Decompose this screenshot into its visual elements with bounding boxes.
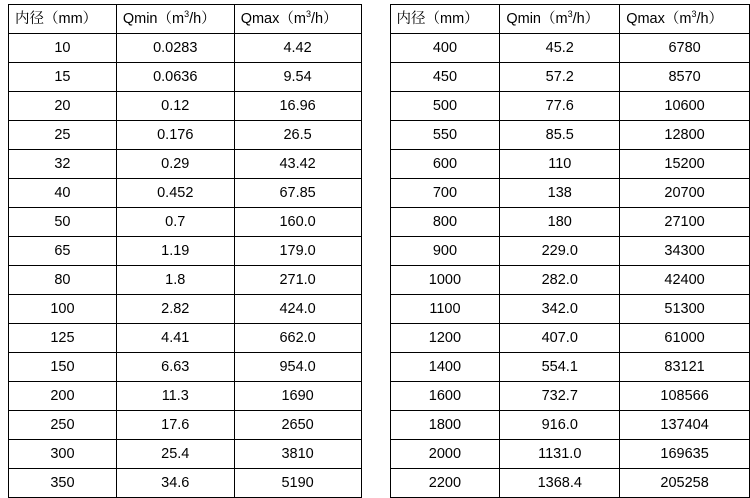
- table-row: [390, 121, 750, 150]
- cell-qmax: 424.0: [234, 295, 361, 324]
- table-row: [9, 208, 362, 237]
- column-header-qmin: $Qmin(m^3/h)$: [500, 5, 620, 34]
- cell-qmin: 6.63: [116, 353, 234, 382]
- cell-inner-diameter: 50: [9, 208, 117, 237]
- table-row: [390, 208, 750, 237]
- cell-qmax: 662.0: [234, 324, 361, 353]
- cell-inner-diameter: 1800: [390, 411, 500, 440]
- cell-qmin: 180: [500, 208, 620, 237]
- cell-inner-diameter: 2000: [390, 440, 500, 469]
- cell-qmax: 179.0: [234, 237, 361, 266]
- cell-qmax: 20700: [620, 179, 750, 208]
- cell-inner-diameter: 40: [9, 179, 117, 208]
- table-row: [390, 92, 750, 121]
- cell-qmin: 282.0: [500, 266, 620, 295]
- cell-qmin: 0.0636: [116, 63, 234, 92]
- cell-qmax: 2650: [234, 411, 361, 440]
- cell-inner-diameter: 80: [9, 266, 117, 295]
- cell-qmin: 1.8: [116, 266, 234, 295]
- table-row: [390, 324, 750, 353]
- cell-qmin: 1.19: [116, 237, 234, 266]
- table-row: [390, 63, 750, 92]
- cell-inner-diameter: 100: [9, 295, 117, 324]
- table-row: [9, 92, 362, 121]
- table-row: [390, 150, 750, 179]
- cell-qmax: 6780: [620, 34, 750, 63]
- cell-inner-diameter: 900: [390, 237, 500, 266]
- cell-inner-diameter: 125: [9, 324, 117, 353]
- cell-qmax: 67.85: [234, 179, 361, 208]
- cell-qmax: 43.42: [234, 150, 361, 179]
- column-header-qmin: $Qmin(m^3/h)$: [116, 5, 234, 34]
- table-row: [390, 295, 750, 324]
- cell-qmin: 57.2: [500, 63, 620, 92]
- cell-qmax: 954.0: [234, 353, 361, 382]
- cell-qmin: 732.7: [500, 382, 620, 411]
- cell-qmin: 342.0: [500, 295, 620, 324]
- cell-qmin: 77.6: [500, 92, 620, 121]
- cell-qmin: 34.6: [116, 469, 234, 498]
- table-row: [390, 440, 750, 469]
- cell-inner-diameter: 1000: [390, 266, 500, 295]
- cell-qmax: 1690: [234, 382, 361, 411]
- table-row: [9, 179, 362, 208]
- cell-qmin: 0.7: [116, 208, 234, 237]
- cell-qmin: 0.12: [116, 92, 234, 121]
- table-row: [390, 237, 750, 266]
- cell-qmin: 916.0: [500, 411, 620, 440]
- cell-qmax: 15200: [620, 150, 750, 179]
- cell-inner-diameter: 1200: [390, 324, 500, 353]
- cell-inner-diameter: 200: [9, 382, 117, 411]
- column-header-qmax: $Qmax(m^3/h)$: [620, 5, 750, 34]
- cell-qmin: 85.5: [500, 121, 620, 150]
- cell-inner-diameter: 1600: [390, 382, 500, 411]
- table-row: [9, 469, 362, 498]
- table-row: [9, 353, 362, 382]
- cell-qmin: 229.0: [500, 237, 620, 266]
- cell-qmax: 16.96: [234, 92, 361, 121]
- cell-qmax: 108566: [620, 382, 750, 411]
- cell-qmin: 0.29: [116, 150, 234, 179]
- table-body: [9, 34, 362, 498]
- cell-qmax: 26.5: [234, 121, 361, 150]
- cell-qmin: 11.3: [116, 382, 234, 411]
- cell-qmax: 5190: [234, 469, 361, 498]
- cell-qmax: 9.54: [234, 63, 361, 92]
- cell-qmin: 407.0: [500, 324, 620, 353]
- table-row: [390, 353, 750, 382]
- table-row: [9, 411, 362, 440]
- table-row: [9, 121, 362, 150]
- cell-qmax: 271.0: [234, 266, 361, 295]
- cell-inner-diameter: 65: [9, 237, 117, 266]
- cell-inner-diameter: 400: [390, 34, 500, 63]
- cell-inner-diameter: 20: [9, 92, 117, 121]
- cell-qmin: 4.41: [116, 324, 234, 353]
- cell-inner-diameter: 2200: [390, 469, 500, 498]
- cell-inner-diameter: 1100: [390, 295, 500, 324]
- cell-qmax: 34300: [620, 237, 750, 266]
- table-row: [390, 469, 750, 498]
- cell-inner-diameter: 350: [9, 469, 117, 498]
- cell-qmin: 25.4: [116, 440, 234, 469]
- cell-qmin: 2.82: [116, 295, 234, 324]
- cell-qmax: 61000: [620, 324, 750, 353]
- cell-qmin: 1131.0: [500, 440, 620, 469]
- cell-inner-diameter: 500: [390, 92, 500, 121]
- table-header-row: [9, 5, 362, 34]
- cell-inner-diameter: 10: [9, 34, 117, 63]
- table-header: [390, 5, 750, 34]
- cell-qmin: 110: [500, 150, 620, 179]
- cell-inner-diameter: 300: [9, 440, 117, 469]
- cell-qmax: 160.0: [234, 208, 361, 237]
- cell-qmax: 205258: [620, 469, 750, 498]
- table-row: [9, 382, 362, 411]
- cell-qmin: 138: [500, 179, 620, 208]
- cell-qmin: 1368.4: [500, 469, 620, 498]
- cell-inner-diameter: 32: [9, 150, 117, 179]
- cell-inner-diameter: 700: [390, 179, 500, 208]
- cell-qmax: 42400: [620, 266, 750, 295]
- cell-qmax: 137404: [620, 411, 750, 440]
- table-row: [9, 295, 362, 324]
- table-row: [390, 266, 750, 295]
- cell-qmin: 554.1: [500, 353, 620, 382]
- table-row: [9, 237, 362, 266]
- table-row: [9, 150, 362, 179]
- cell-qmin: 17.6: [116, 411, 234, 440]
- pipe-flow-table-large: [390, 4, 750, 498]
- cell-qmax: 83121: [620, 353, 750, 382]
- table-row: [9, 440, 362, 469]
- cell-inner-diameter: 1400: [390, 353, 500, 382]
- table-row: [390, 411, 750, 440]
- cell-inner-diameter: 450: [390, 63, 500, 92]
- table-row: [390, 34, 750, 63]
- pipe-flow-table-small: [8, 4, 362, 498]
- table-header-row: [390, 5, 750, 34]
- table-row: [390, 179, 750, 208]
- cell-qmax: 12800: [620, 121, 750, 150]
- cell-qmax: 8570: [620, 63, 750, 92]
- cell-qmax: 27100: [620, 208, 750, 237]
- cell-qmin: 0.0283: [116, 34, 234, 63]
- cell-inner-diameter: 600: [390, 150, 500, 179]
- cell-qmin: 45.2: [500, 34, 620, 63]
- column-header-inner-diameter: 内径（mm）: [9, 5, 117, 34]
- cell-qmax: 3810: [234, 440, 361, 469]
- table-header: [9, 5, 362, 34]
- cell-inner-diameter: 250: [9, 411, 117, 440]
- cell-qmax: 4.42: [234, 34, 361, 63]
- cell-qmax: 51300: [620, 295, 750, 324]
- table-row: [9, 324, 362, 353]
- table-body: [390, 34, 750, 498]
- cell-inner-diameter: 800: [390, 208, 500, 237]
- cell-qmax: 10600: [620, 92, 750, 121]
- table-row: [9, 34, 362, 63]
- column-header-qmax: $Qmax(m^3/h)$: [234, 5, 361, 34]
- cell-inner-diameter: 15: [9, 63, 117, 92]
- table-row: [9, 63, 362, 92]
- cell-qmin: 0.176: [116, 121, 234, 150]
- cell-qmin: 0.452: [116, 179, 234, 208]
- cell-inner-diameter: 25: [9, 121, 117, 150]
- cell-inner-diameter: 150: [9, 353, 117, 382]
- table-row: [9, 266, 362, 295]
- table-row: [390, 382, 750, 411]
- cell-qmax: 169635: [620, 440, 750, 469]
- column-header-inner-diameter: 内径（mm）: [390, 5, 500, 34]
- cell-inner-diameter: 550: [390, 121, 500, 150]
